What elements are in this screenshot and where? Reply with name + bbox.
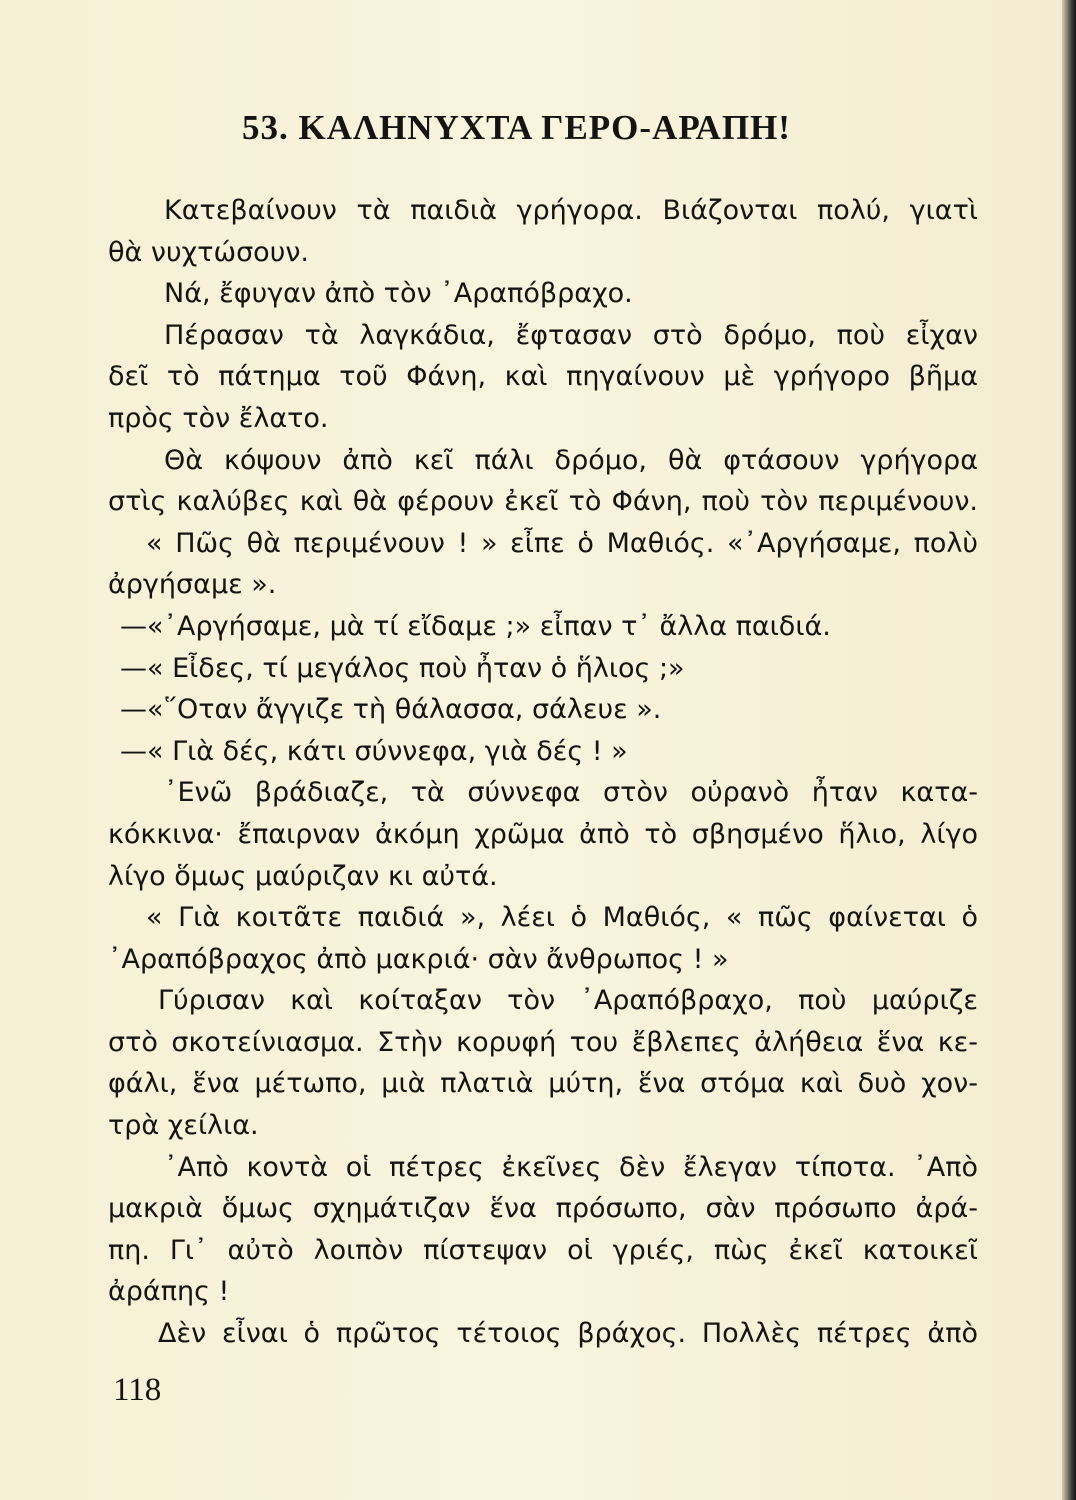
text-line: « Πῶς θὰ περιμένουν ! » εἶπε ὁ Μαθιός. «᾿Αργήσαμε, πολὺ (146, 527, 978, 559)
text-line: ᾿Ενῶ βράδιαζε, τὰ σύννεφα στὸν οὐρανὸ ἦταν κατα- (164, 777, 978, 809)
page-edge-shadow (1062, 0, 1076, 1500)
text-line: ᾿Απὸ κοντὰ οἱ πέτρες ἐκεῖνες δὲν ἔλεγαν τίποτα. ᾿Απὸ (164, 1151, 978, 1183)
text-line: —«῞Οταν ἄγγιζε τὴ θάλασσα, σάλευε ». (120, 694, 662, 726)
text-line: στὶς καλύβες καὶ θὰ φέρουν ἐκεῖ τὸ Φάνη, ποὺ τὸν περιμένουν. (108, 486, 978, 518)
text-line: φάλι, ἕνα μέτωπο, μιὰ πλατιὰ μύτη, ἕνα στόμα καὶ δυὸ χον- (108, 1068, 978, 1100)
text-line: λίγο ὅμως μαύριζαν κι αὐτά. (108, 860, 498, 892)
text-line: ᾿Αραπόβραχος ἀπὸ μακριά· σὰν ἄνθρωπος ! » (108, 943, 729, 975)
text-line: ἀράπης ! (108, 1276, 230, 1308)
text-line: τρὰ χείλια. (108, 1110, 259, 1142)
text-line: —« Γιὰ δές, κάτι σύννεφα, γιὰ δές ! » (120, 735, 628, 767)
body-text (108, 190, 978, 1355)
page-number: 118 (113, 1372, 162, 1408)
text-line: πρὸς τὸν ἔλατο. (108, 402, 329, 434)
text-line: μακριὰ ὅμως σχημάτιζαν ἕνα πρόσωπο, σὰν πρόσωπο ἀρά- (108, 1193, 978, 1225)
text-line: Πέρασαν τὰ λαγκάδια, ἔφτασαν στὸ δρόμο, ποὺ εἶχαν (164, 319, 978, 351)
text-line: Γύρισαν καὶ κοίταξαν τὸν ᾿Αραπόβραχο, ποὺ μαύριζε (158, 985, 978, 1017)
text-line: « Γιὰ κοιτᾶτε παιδιά », λέει ὁ Μαθιός, « πῶς φαίνεται ὁ (146, 902, 978, 934)
text-line: Δὲν εἶναι ὁ πρῶτος τέτοιος βράχος. Πολλὲς πέτρες ἀπὸ (158, 1318, 978, 1350)
text-line: πη. Γι᾿ αὐτὸ λοιπὸν πίστεψαν οἱ γριές, πὼς ἐκεῖ κατοικεῖ (108, 1234, 978, 1266)
text-line: στὸ σκοτείνιασμα. Στὴν κορυφή του ἔβλεπες ἀλήθεια ἕνα κε- (108, 1026, 978, 1058)
text-line: Νά, ἔφυγαν ἀπὸ τὸν ᾿Αραπόβραχο. (164, 278, 633, 310)
text-line: ἀργήσαμε ». (108, 569, 277, 601)
text-line: δεῖ τὸ πάτημα τοῦ Φάνη, καὶ πηγαίνουν μὲ γρήγορο βῆμα (108, 361, 978, 393)
text-line: —« Εἶδες, τί μεγάλος ποὺ ἦταν ὁ ἥλιος ;» (120, 652, 685, 684)
text-line: κόκκινα· ἔπαιρναν ἀκόμη χρῶμα ἀπὸ τὸ σβησμένο ἥλιο, λίγο (108, 818, 978, 850)
text-line: —«᾿Αργήσαμε, μὰ τί εἴδαμε ;» εἶπαν τ᾿ ἄλλα παιδιά. (120, 610, 831, 642)
text-line: Κατεβαίνουν τὰ παιδιὰ γρήγορα. Βιάζονται πολύ, γιατὶ (164, 195, 978, 226)
chapter-title: 53. ΚΑΛΗΝΥΧΤΑ ΓΕΡΟ-ΑΡΑΠΗ! (242, 108, 791, 147)
text-line: Θὰ κόψουν ἀπὸ κεῖ πάλι δρόμο, θὰ φτάσουν γρήγορα (164, 444, 978, 476)
text-line: θὰ νυχτώσουν. (108, 236, 309, 268)
